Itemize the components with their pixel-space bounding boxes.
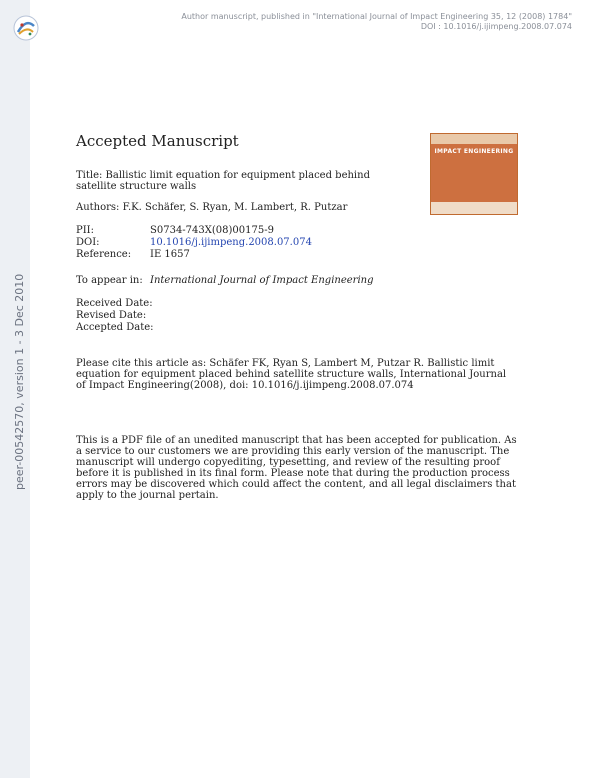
pii-row	[76, 225, 312, 237]
journal-cover-image	[430, 133, 518, 215]
header-line-journal: Author manuscript, published in "International Journal of Impact Engineering 35, 12 (2008) 1784"	[181, 12, 572, 21]
revised-date-label: Revised Date:	[76, 310, 147, 321]
to-appear-row	[76, 275, 374, 286]
cover-title: IMPACT ENGINEERING	[434, 148, 514, 155]
reference-value: IE 1657	[150, 249, 190, 260]
reference-row	[76, 249, 312, 261]
citation-header	[181, 12, 572, 32]
doi-label: DOI:	[76, 237, 100, 248]
article-authors: Authors: F.K. Schäfer, S. Ryan, M. Lambert, R. Putzar	[76, 202, 348, 213]
doi-row	[76, 237, 312, 249]
reference-label: Reference:	[76, 249, 132, 260]
cover-top-bar	[431, 134, 517, 144]
to-appear-label: To appear in:	[76, 275, 143, 286]
accepted-date-label: Accepted Date:	[76, 322, 154, 333]
citation-paragraph: Please cite this article as: Schäfer FK, Ryan S, Lambert M, Putzar R. Ballistic limit equation for equipment placed behind satellite structure walls, International Journal of Impact Engineering(2008), doi: 10.1016/j.ijimpeng.2008.07.074	[76, 358, 507, 391]
header-line-doi: DOI : 10.1016/j.ijimpeng.2008.07.074	[420, 22, 572, 31]
hal-consortium-logo-icon	[12, 14, 40, 42]
journal-name: International Journal of Impact Engineering	[150, 275, 374, 286]
pii-value: S0734-743X(08)00175-9	[150, 225, 274, 236]
pdf-notice-paragraph: This is a PDF file of an unedited manuscript that has been accepted for publication. As a service to our customers we are providing this early version of the manuscript. The manuscript will undergo copyediting, typesetting, and review of the resulting proof before it is published in its final form. Please note that during the production process errors may be discovered which could affect the content, and all legal disclaimers that apply to the journal pertain.	[76, 435, 517, 501]
cover-footer	[431, 202, 517, 214]
received-date-label: Received Date:	[76, 298, 153, 309]
archive-id-label: peer-00542570, version 1 - 3 Dec 2010	[13, 273, 26, 490]
article-title: Title: Ballistic limit equation for equipment placed behind satellite structure walls	[76, 170, 370, 192]
metadata-table	[76, 225, 312, 261]
page-title: Accepted Manuscript	[76, 132, 239, 150]
dates-block	[76, 298, 154, 334]
pii-label: PII:	[76, 225, 94, 236]
doi-link[interactable]: 10.1016/j.ijimpeng.2008.07.074	[150, 237, 312, 248]
